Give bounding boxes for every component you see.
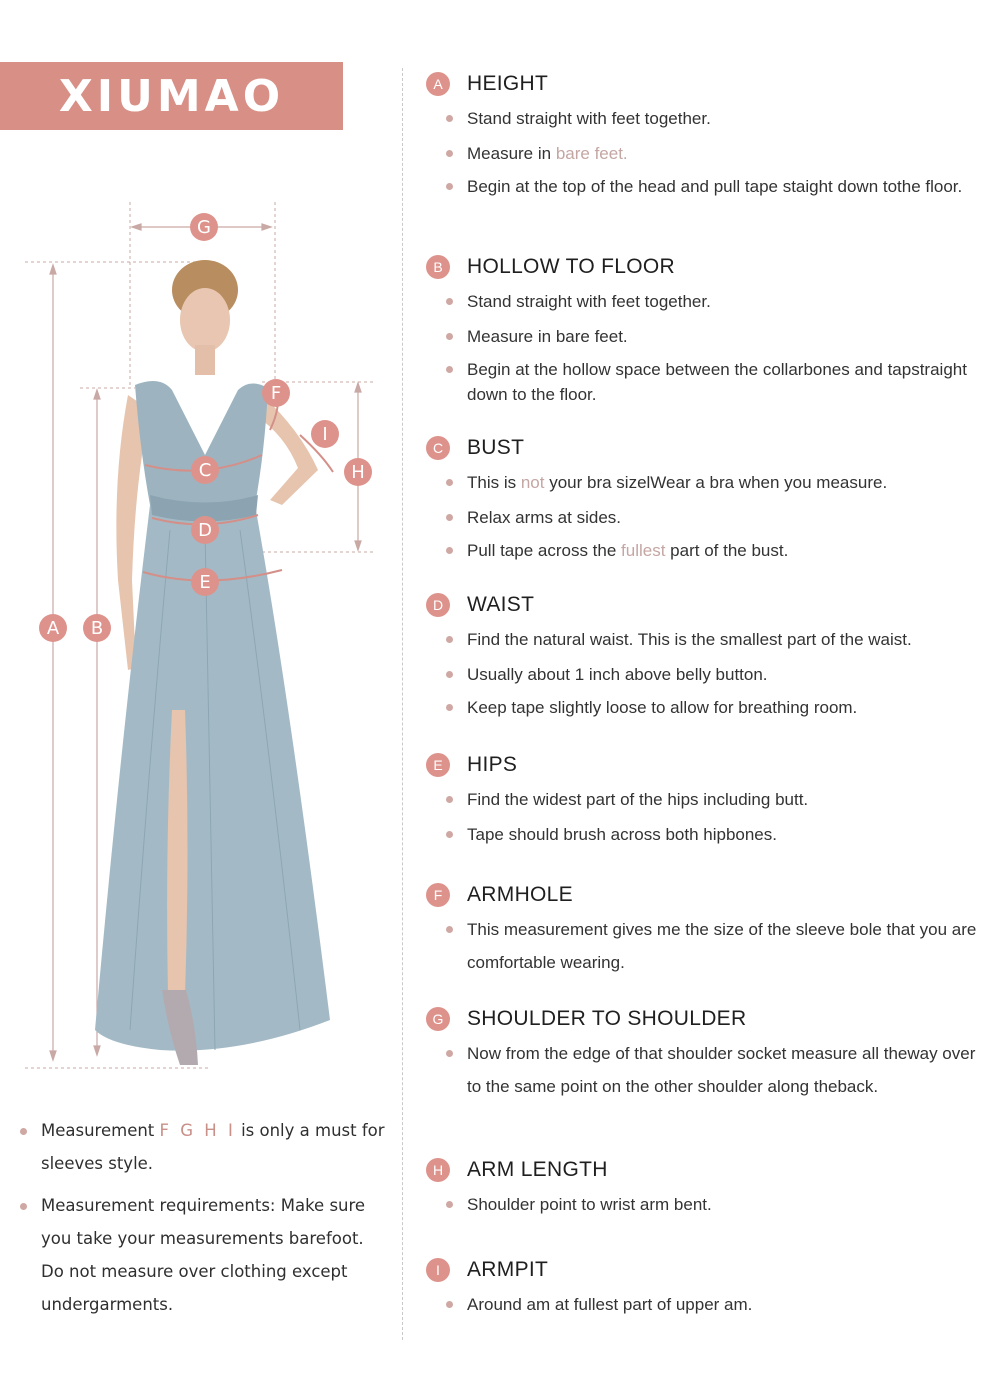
svg-text:E: E [199, 572, 211, 593]
bullet-icon [446, 1201, 453, 1208]
bullet-icon [446, 514, 453, 521]
list-item: Tape should brush across both hipbones. [426, 822, 991, 847]
section-hips [426, 751, 991, 847]
bullet-icon [446, 150, 453, 157]
bullet-icon [20, 1203, 27, 1210]
notes [20, 1114, 390, 1330]
list-item: Pull tape across the fullest part of the bust. [426, 538, 991, 563]
dashed-divider [402, 68, 403, 1340]
badge-h [344, 458, 372, 486]
note-text: Measurement [41, 1121, 160, 1140]
bullet-icon [446, 115, 453, 122]
section-height [426, 70, 991, 199]
badge-b [83, 614, 111, 642]
svg-text:I: I [322, 424, 328, 445]
bullet-icon [446, 183, 453, 190]
note-text: Measurement requirements: Make sure you take your measurements barefoot. Do not measure over clothing except undergarments. [41, 1196, 366, 1314]
bullet-icon [20, 1128, 27, 1135]
section-title: SHOULDER TO SHOULDER [467, 1007, 747, 1030]
bullet-icon [446, 1301, 453, 1308]
section-title: ARMHOLE [467, 883, 573, 906]
badge-a [39, 614, 67, 642]
note-requirements [20, 1189, 390, 1321]
section-armpit [426, 1256, 991, 1317]
badge-c [191, 456, 219, 484]
section-title: WAIST [467, 593, 535, 616]
letter-badge: E [426, 753, 450, 777]
bullet-icon [446, 704, 453, 711]
badge-g [190, 213, 218, 241]
note-text: is only a must for sleeves style. [41, 1121, 385, 1173]
svg-text:B: B [90, 618, 104, 639]
bullet-icon [446, 671, 453, 678]
letter-badge: I [426, 1258, 450, 1282]
bullet-icon [446, 298, 453, 305]
section-title: ARMPIT [467, 1258, 549, 1281]
brand-banner [0, 62, 343, 130]
badge-i [311, 420, 339, 448]
section-arm-length [426, 1156, 991, 1217]
svg-text:H: H [351, 462, 365, 483]
badge-d [191, 516, 219, 544]
svg-text:D: D [198, 520, 212, 541]
badge-f [262, 379, 290, 407]
list-item: Stand straight with feet together. [426, 106, 991, 131]
list-item: Now from the edge of that shoulder socket measure all theway over to the same point on the other shoulder along theback. [426, 1037, 991, 1103]
letter-badge: B [426, 255, 450, 279]
list-item: Measure in bare feet. [426, 324, 991, 349]
section-armhole [426, 881, 991, 979]
svg-text:G: G [197, 217, 211, 238]
list-item: Keep tape slightly loose to allow for breathing room. [426, 695, 991, 720]
brand-name: XIUMAO [58, 70, 285, 122]
section-bust [426, 434, 991, 563]
model-illustration [95, 260, 330, 1065]
list-item: Stand straight with feet together. [426, 289, 991, 314]
letter-badge: G [426, 1007, 450, 1031]
letter-badge: A [426, 72, 450, 96]
badge-e [191, 568, 219, 596]
list-item: Shoulder point to wrist arm bent. [426, 1192, 991, 1217]
note-accent: F G H I [159, 1121, 236, 1140]
bullet-icon [446, 547, 453, 554]
list-item: Measure in bare feet. [426, 141, 991, 166]
bullet-icon [446, 831, 453, 838]
list-item: Relax arms at sides. [426, 505, 991, 530]
letter-badge: D [426, 593, 450, 617]
letter-badge: H [426, 1158, 450, 1182]
list-item: Find the natural waist. This is the smallest part of the waist. [426, 627, 991, 652]
svg-text:F: F [270, 383, 282, 404]
svg-text:A: A [46, 618, 60, 639]
section-title: BUST [467, 436, 525, 459]
letter-badge: C [426, 436, 450, 460]
letter-badge: F [426, 883, 450, 907]
list-item: Around am at fullest part of upper am. [426, 1292, 991, 1317]
bullet-icon [446, 1050, 453, 1057]
section-hollow-to-floor [426, 253, 991, 407]
bullet-icon [446, 479, 453, 486]
bullet-icon [446, 796, 453, 803]
list-item: This is not your bra sizelWear a bra when you measure. [426, 470, 991, 495]
note-sleeves [20, 1114, 390, 1180]
section-title: HEIGHT [467, 72, 549, 95]
bullet-icon [446, 636, 453, 643]
measurement-figure [0, 150, 400, 1080]
list-item: This measurement gives me the size of the sleeve bole that you are comfortable wearing. [426, 913, 991, 979]
bullet-icon [446, 366, 453, 373]
list-item: Find the widest part of the hips including butt. [426, 787, 991, 812]
section-title: HOLLOW TO FLOOR [467, 255, 675, 278]
bullet-icon [446, 333, 453, 340]
section-waist [426, 591, 991, 720]
list-item: Begin at the top of the head and pull tape staight down tothe floor. [426, 174, 991, 199]
section-title: ARM LENGTH [467, 1158, 608, 1181]
section-title: HIPS [467, 753, 518, 776]
list-item: Begin at the hollow space between the collarbones and tapstraight down to the floor. [426, 357, 991, 407]
section-shoulder-to-shoulder [426, 1005, 991, 1103]
bullet-icon [446, 926, 453, 933]
list-item: Usually about 1 inch above belly button. [426, 662, 991, 687]
svg-text:C: C [198, 460, 212, 481]
